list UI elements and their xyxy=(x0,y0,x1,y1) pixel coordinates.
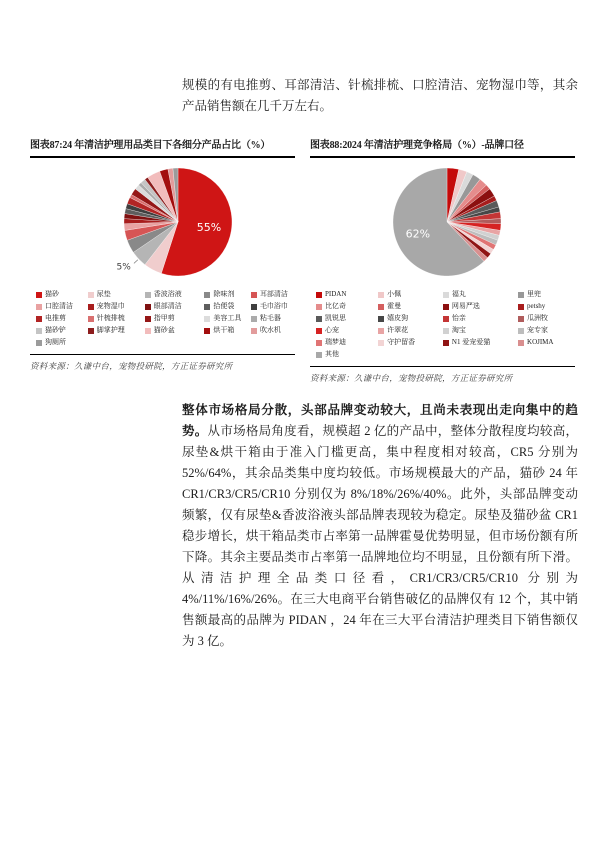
legend-swatch xyxy=(316,328,322,334)
legend-item xyxy=(36,314,88,323)
legend-item xyxy=(443,290,518,299)
legend-label: 宠物湿巾 xyxy=(96,302,125,310)
legend-label: 尿垫 xyxy=(96,290,111,298)
legend-swatch xyxy=(518,316,524,322)
legend-label: 里兜 xyxy=(527,290,542,298)
figure-88-chart-area xyxy=(310,160,575,288)
body-paragraph xyxy=(182,400,578,652)
legend-swatch xyxy=(518,340,524,346)
legend-item xyxy=(316,338,378,347)
legend-label: 除味剂 xyxy=(213,290,235,298)
legend-swatch xyxy=(518,328,524,334)
legend-item xyxy=(378,338,443,347)
legend-item xyxy=(378,326,443,335)
label-leader-line xyxy=(134,260,138,264)
legend-swatch xyxy=(443,316,449,322)
legend-item xyxy=(316,326,378,335)
legend-swatch xyxy=(443,304,449,310)
figure-87-legend xyxy=(30,290,295,347)
legend-item xyxy=(378,314,443,323)
legend-item xyxy=(145,302,205,311)
legend-swatch xyxy=(251,292,257,298)
body-lead-sentence: 整体市场格局分散，头部品牌变动较大，且尚未表现出走向集中的趋势。 xyxy=(182,403,578,438)
legend-item xyxy=(36,290,88,299)
legend-item xyxy=(145,314,205,323)
legend-label: PIDAN xyxy=(325,290,347,298)
legend-swatch xyxy=(88,328,94,334)
legend-swatch xyxy=(145,292,151,298)
figure-88-title: 图表88:2024 年清洁护理竞争格局（%）-品牌口径 xyxy=(310,139,575,158)
legend-swatch xyxy=(251,328,257,334)
legend-swatch xyxy=(443,328,449,334)
legend-label: 针梳排梳 xyxy=(96,314,125,322)
legend-item xyxy=(518,314,575,323)
legend-label: 美容工具 xyxy=(213,314,242,322)
legend-item xyxy=(36,302,88,311)
legend-label: 瑞梦迪 xyxy=(325,338,346,346)
figure-88-source: 资料来源：久谦中台，宠物投研院，方正证券研究所 xyxy=(310,373,513,383)
legend-item xyxy=(316,290,378,299)
legend-label: 比亿奇 xyxy=(325,302,346,310)
legend-swatch xyxy=(204,304,210,310)
figure-87-chart-area xyxy=(30,160,295,288)
figure-87-title: 图表87:24 年清洁护理用品类目下各细分产品占比（%） xyxy=(30,139,295,158)
intro-paragraph: 规模的有电推剪、耳部清洁、针梳排梳、口腔清洁、宠物湿巾等，其余产品销售额在几千万左右。 xyxy=(182,78,578,113)
legend-item xyxy=(316,302,378,311)
legend-label: 宠专家 xyxy=(527,326,549,334)
legend-swatch xyxy=(316,352,322,358)
legend-item xyxy=(443,338,518,347)
legend-item xyxy=(204,314,251,323)
legend-item xyxy=(518,290,575,299)
figure-87 xyxy=(30,139,295,384)
legend-swatch xyxy=(36,316,42,322)
legend-swatch xyxy=(378,340,384,346)
legend-swatch xyxy=(316,316,322,322)
legend-label: 淘宝 xyxy=(451,326,466,334)
legend-swatch xyxy=(88,316,94,322)
pie-data-label: 5% xyxy=(116,262,131,273)
legend-item xyxy=(378,290,443,299)
legend-item xyxy=(316,314,378,323)
legend-swatch xyxy=(251,316,257,322)
legend-swatch xyxy=(316,304,322,310)
legend-swatch xyxy=(145,316,151,322)
legend-label: 霍曼 xyxy=(387,302,402,310)
legend-item xyxy=(88,314,145,323)
legend-item xyxy=(36,326,88,335)
legend-swatch xyxy=(36,292,42,298)
pie-data-label: 55% xyxy=(196,220,222,234)
figure-87-source: 资料来源：久谦中台，宠物投研院，方正证券研究所 xyxy=(30,361,233,371)
legend-item xyxy=(443,326,518,335)
legend-item xyxy=(145,290,205,299)
legend-label: 心宠 xyxy=(325,326,339,334)
legend-item xyxy=(518,302,575,311)
legend-item xyxy=(88,302,145,311)
legend-label: 电推剪 xyxy=(45,314,66,322)
legend-swatch xyxy=(316,292,322,298)
legend-item xyxy=(204,290,251,299)
legend-item xyxy=(251,314,295,323)
legend-label: 网易严选 xyxy=(451,302,480,310)
legend-item xyxy=(204,302,251,311)
legend-label: 瓜洲牧 xyxy=(527,314,549,322)
legend-label: 许翠花 xyxy=(387,326,409,334)
legend-label: 狗厕所 xyxy=(45,338,66,346)
legend-label: 拾便袋 xyxy=(213,302,235,310)
legend-swatch xyxy=(145,304,151,310)
legend-label: 福丸 xyxy=(451,290,466,298)
figures-row xyxy=(30,139,578,384)
legend-swatch xyxy=(443,340,449,346)
legend-swatch xyxy=(88,304,94,310)
legend-item xyxy=(316,350,378,359)
pie-chart-88 xyxy=(310,160,575,288)
legend-label: 猫砂盆 xyxy=(153,326,175,334)
legend-label: 猫砂 xyxy=(45,290,59,298)
legend-swatch xyxy=(36,340,42,346)
legend-label: 守护留香 xyxy=(387,338,416,346)
legend-label: 口腔清洁 xyxy=(45,302,73,310)
legend-swatch xyxy=(251,304,257,310)
legend-swatch xyxy=(518,304,524,310)
legend-label: 小佩 xyxy=(387,290,402,298)
legend-item xyxy=(36,338,88,347)
legend-swatch xyxy=(443,292,449,298)
legend-label: 粘毛器 xyxy=(259,314,281,322)
legend-label: N1 爱宠爱猫 xyxy=(451,338,491,346)
legend-swatch xyxy=(204,292,210,298)
legend-swatch xyxy=(316,340,322,346)
legend-item xyxy=(88,326,145,335)
legend-label: 凯锐思 xyxy=(325,314,346,322)
legend-swatch xyxy=(204,316,210,322)
legend-swatch xyxy=(145,328,151,334)
figure-88-legend xyxy=(310,290,575,359)
legend-label: petshy xyxy=(527,302,546,310)
legend-item xyxy=(378,302,443,311)
body-rest-text: 从市场格局角度看，规模超 2 亿的产品中，整体分散程度均较高，尿垫&烘干箱由于准入门槛更高，集中程度相对较高，CR5 分别为 52%/64%，其余品类集中度均较低。市场规模最大的产品，猫砂 24 年 CR1/CR3/CR5/CR10 分别仅为 8%/18%/26%/40%。此外，头部品牌变动频繁，仅有尿垫&香波浴液头部品牌表现较为稳定。尿垫及猫砂盆 CR1 稳步增长，烘干箱品类市占率第一品牌霍曼优势明显，但市场份额有所下降。其余主要品类市占率第一品牌地位均不明显，且份额有所下滑。从清洁护理全品类口径看，CR1/CR3/CR5/CR10 分别为 4%/11%/16%/26%。在三大电商平台销售破亿的品牌仅有 12 个，其中销售额最高的品牌为 PIDAN ，24 年在三大平台清洁护理类目下销售额仅为 3 亿。 xyxy=(182,424,578,648)
figure-88 xyxy=(310,139,575,384)
legend-item xyxy=(443,314,518,323)
legend-swatch xyxy=(378,304,384,310)
legend-swatch xyxy=(378,316,384,322)
legend-label: 猫砂铲 xyxy=(45,326,66,334)
legend-label: 毛巾浴巾 xyxy=(259,302,288,310)
figure-88-divider xyxy=(310,366,575,367)
legend-item xyxy=(251,326,295,335)
legend-swatch xyxy=(88,292,94,298)
legend-item xyxy=(251,302,295,311)
legend-swatch xyxy=(204,328,210,334)
legend-label: 指甲剪 xyxy=(153,314,175,322)
legend-item xyxy=(518,338,575,347)
pie-data-label: 62% xyxy=(405,227,431,241)
legend-swatch xyxy=(378,292,384,298)
legend-label: 吹水机 xyxy=(259,326,281,334)
legend-item xyxy=(443,302,518,311)
legend-label: KOJIMA xyxy=(527,338,554,346)
legend-label: 烘干箱 xyxy=(213,326,235,334)
legend-swatch xyxy=(36,304,42,310)
legend-label: 其他 xyxy=(325,350,339,358)
legend-label: 嬉皮狗 xyxy=(387,314,409,322)
legend-item xyxy=(204,326,251,335)
legend-item xyxy=(145,326,205,335)
legend-swatch xyxy=(36,328,42,334)
legend-label: 香波浴液 xyxy=(153,290,182,298)
legend-item xyxy=(88,290,145,299)
legend-label: 眼部清洁 xyxy=(153,302,182,310)
legend-label: 脚掌护理 xyxy=(96,326,125,334)
legend-label: 怡亲 xyxy=(451,314,466,322)
legend-item xyxy=(518,326,575,335)
legend-label: 耳部清洁 xyxy=(259,290,288,298)
legend-item xyxy=(251,290,295,299)
legend-swatch xyxy=(378,328,384,334)
pie-chart-87 xyxy=(30,160,295,288)
legend-swatch xyxy=(518,292,524,298)
figure-87-divider xyxy=(30,354,295,355)
